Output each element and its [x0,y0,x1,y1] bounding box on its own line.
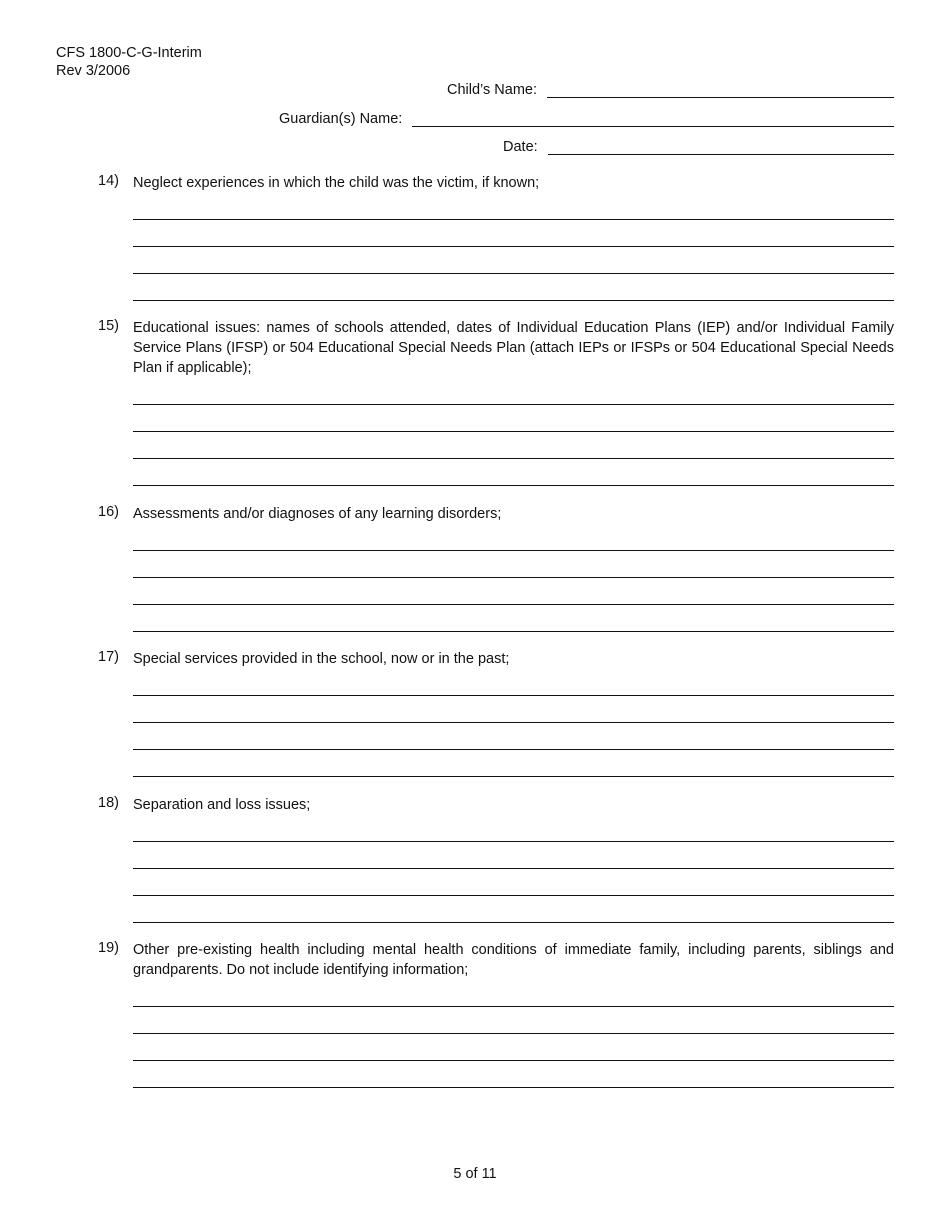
answer-line[interactable] [133,432,894,459]
question-16 [98,504,894,632]
answer-line[interactable] [133,1061,894,1088]
question-text: Separation and loss issues; [133,797,311,813]
guardian-name-field[interactable] [412,108,894,127]
answer-lines [133,669,894,777]
child-name-field[interactable] [547,79,894,98]
form-revision: Rev 3/2006 [56,63,131,79]
answer-line[interactable] [133,1034,894,1061]
child-name-label: Child’s Name: [447,82,537,98]
date-field[interactable] [548,136,894,155]
form-identifier [56,44,202,80]
form-number: CFS 1800-C-G-Interim [56,45,202,61]
date-row [503,135,894,155]
answer-lines [133,980,894,1088]
question-number: 18) [98,795,119,811]
question-text: Special services provided in the school, now or in the past; [133,651,510,667]
answer-lines [133,815,894,923]
question-17 [98,649,894,777]
question-number: 16) [98,504,119,520]
answer-line[interactable] [133,723,894,750]
child-name-row [447,78,894,98]
question-15 [98,318,894,486]
answer-lines [133,524,894,632]
date-label: Date: [503,139,538,155]
guardian-name-label: Guardian(s) Name: [279,111,403,127]
answer-line[interactable] [133,869,894,896]
answer-line[interactable] [133,750,894,777]
answer-line[interactable] [133,524,894,551]
question-number: 19) [98,940,119,956]
answer-line[interactable] [133,459,894,486]
answer-line[interactable] [133,247,894,274]
answer-line[interactable] [133,815,894,842]
guardian-name-row [279,107,894,127]
question-19 [98,940,894,1088]
answer-line[interactable] [133,669,894,696]
question-number: 17) [98,649,119,665]
question-number: 15) [98,318,119,334]
question-text: Educational issues: names of schools attended, dates of Individual Education Plans (IEP) and/or Individual Family Service Plans (IFSP) or 504 Educational Special Needs Plan (attach IEPs or IFSPs or 504 Educational Special Needs Plan if applicable); [133,320,894,376]
answer-line[interactable] [133,842,894,869]
question-number: 14) [98,173,119,189]
answer-line[interactable] [133,578,894,605]
answer-line[interactable] [133,193,894,220]
answer-line[interactable] [133,980,894,1007]
answer-lines [133,193,894,301]
answer-line[interactable] [133,605,894,632]
answer-line[interactable] [133,696,894,723]
answer-lines [133,378,894,486]
answer-line[interactable] [133,896,894,923]
question-18 [98,795,894,923]
question-text: Other pre-existing health including mental health conditions of immediate family, including parents, siblings and grandparents. Do not include identifying information; [133,942,894,978]
answer-line[interactable] [133,378,894,405]
answer-line[interactable] [133,1007,894,1034]
answer-line[interactable] [133,405,894,432]
answer-line[interactable] [133,274,894,301]
question-text: Neglect experiences in which the child was the victim, if known; [133,175,540,191]
page-number: 5 of 11 [453,1166,497,1182]
answer-line[interactable] [133,551,894,578]
question-14 [98,173,894,301]
answer-line[interactable] [133,220,894,247]
question-text: Assessments and/or diagnoses of any learning disorders; [133,506,502,522]
